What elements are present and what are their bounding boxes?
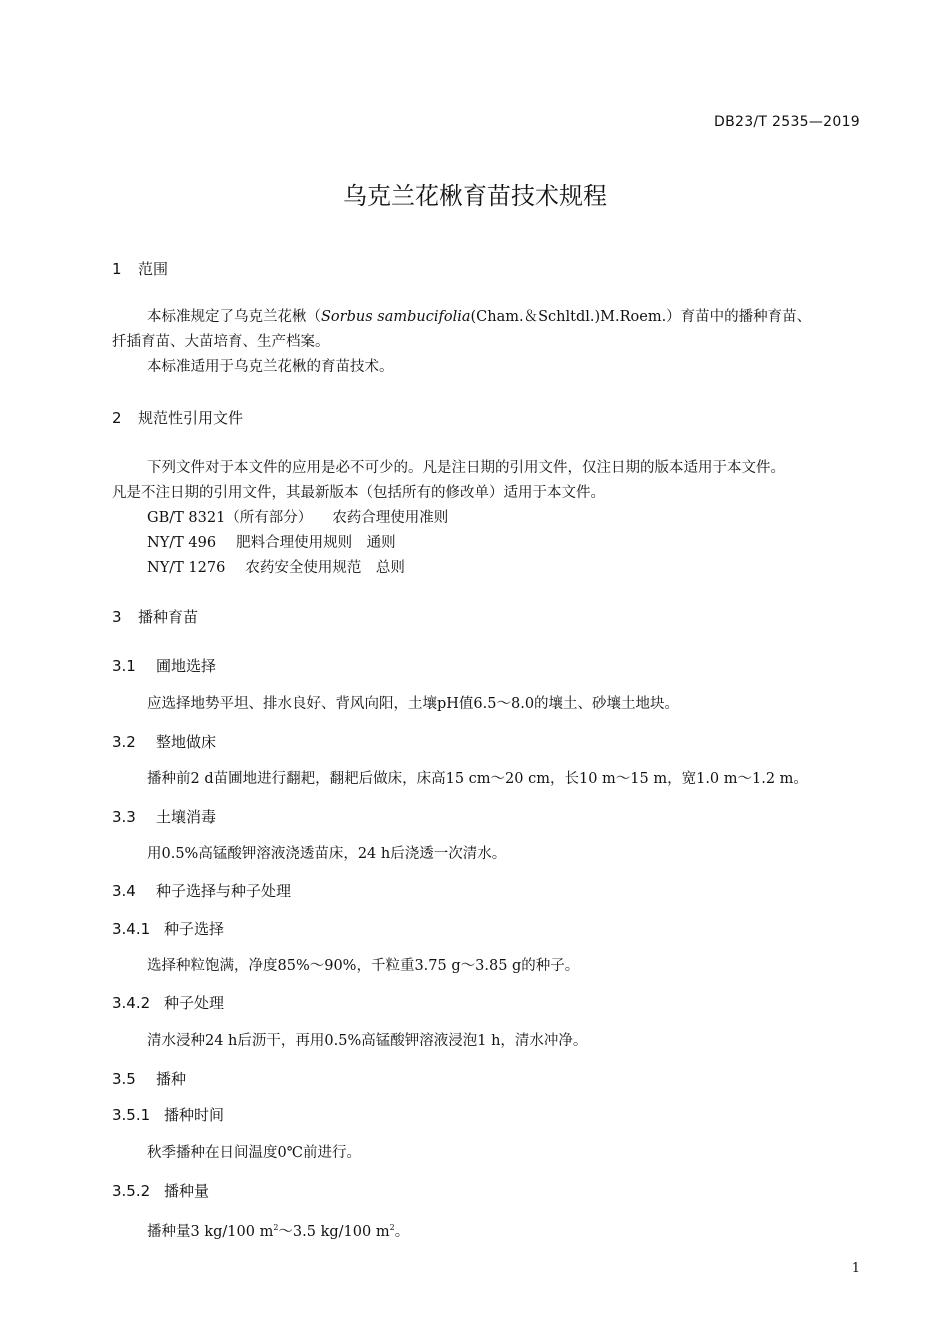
reference-item [147, 556, 405, 580]
subsection-number: 3.1 [112, 657, 136, 675]
subsection-3-4-1-text: 选择种粒饱满，净度85%～90%，千粒重3.75 g～3.85 g的种子。 [147, 958, 580, 974]
subsection-3-3-heading [112, 806, 216, 827]
subsection-title: 播种时间 [164, 1106, 225, 1124]
reference-item [147, 531, 396, 555]
subsection-3-5-1-text: 秋季播种在日间温度0℃前进行。 [147, 1145, 361, 1161]
section-number: 2 [112, 409, 122, 427]
subsection-3-4-heading [112, 880, 291, 901]
reference-name: 肥料合理使用规则 通则 [236, 535, 396, 551]
subsection-number: 3.3 [112, 808, 136, 826]
s1-paragraph-1-line-2: 扦插育苗、大苗培育、生产档案。 [112, 334, 330, 350]
subsection-title: 种子处理 [164, 994, 225, 1012]
document-title: 乌克兰花楸育苗技术规程 [343, 182, 607, 210]
subsection-3-5-2-text [147, 1216, 409, 1244]
section-1-heading [112, 258, 168, 279]
scientific-name: Sorbus sambucifolia [321, 309, 471, 325]
s2-paragraph-1-line-1: 下列文件对于本文件的应用是必不可少的。凡是注日期的引用文件，仅注日期的版本适用于本文件。 [147, 460, 785, 476]
s2-paragraph-1-line-2: 凡是不注日期的引用文件，其最新版本（包括所有的修改单）适用于本文件。 [112, 485, 605, 501]
subsection-title: 播种量 [164, 1182, 210, 1200]
s1-paragraph-1-line-1 [147, 305, 811, 329]
subsection-title: 整地做床 [156, 733, 217, 751]
subsection-3-5-heading [112, 1068, 186, 1089]
subsection-number: 3.5 [112, 1070, 136, 1088]
subsection-number: 3.4 [112, 882, 136, 900]
text-run: 。 [394, 1224, 410, 1240]
subsection-3-2-text: 播种前2 d苗圃地进行翻耙，翻耙后做床，床高15 cm～20 cm，长10 m～15 m，宽1.0 m～1.2 m。 [147, 771, 808, 787]
subsection-3-1-text: 应选择地势平坦、排水良好、背风向阳，土壤pH值6.5～8.0的壤土、砂壤土地块。 [147, 696, 680, 712]
subsection-title: 种子选择与种子处理 [156, 882, 292, 900]
subsection-3-4-2-text: 清水浸种24 h后沥干，再用0.5%高锰酸钾溶液浸泡1 h，清水冲净。 [147, 1033, 588, 1049]
reference-name: 农药合理使用准则 [332, 510, 449, 526]
reference-code: NY/T 496 [147, 535, 217, 551]
section-title: 范围 [138, 260, 169, 278]
subsection-3-2-heading [112, 731, 216, 752]
section-number: 1 [112, 260, 122, 278]
subsection-number: 3.4.1 [112, 920, 151, 938]
superscript: 2 [389, 1223, 395, 1232]
subsection-number: 3.4.2 [112, 994, 151, 1012]
section-title: 规范性引用文件 [138, 409, 244, 427]
section-3-heading [112, 606, 198, 627]
s1-paragraph-2: 本标准适用于乌克兰花楸的育苗技术。 [147, 359, 394, 375]
reference-code: GB/T 8321（所有部分） [147, 510, 313, 526]
text-run: 本标准规定了乌克兰花楸（ [147, 309, 321, 325]
reference-code: NY/T 1276 [147, 560, 226, 576]
subsection-number: 3.5.2 [112, 1182, 151, 1200]
subsection-3-5-2-heading [112, 1180, 209, 1201]
page-number: 1 [851, 1261, 860, 1276]
section-title: 播种育苗 [138, 608, 199, 626]
subsection-title: 圃地选择 [156, 657, 217, 675]
subsection-number: 3.2 [112, 733, 136, 751]
section-number: 3 [112, 608, 122, 626]
subsection-3-4-2-heading [112, 992, 224, 1013]
subsection-title: 播种 [156, 1070, 187, 1088]
section-2-heading [112, 407, 243, 428]
subsection-title: 土壤消毒 [156, 808, 217, 826]
subsection-3-3-text: 用0.5%高锰酸钾溶液浇透苗床，24 h后浇透一次清水。 [147, 846, 507, 862]
text-run: ～3.5 kg/100 m [278, 1224, 390, 1240]
document-code: DB23/T 2535—2019 [714, 114, 860, 130]
text-run: (Cham.＆Schltdl.)M.Roem.）育苗中的播种育苗、 [470, 309, 812, 325]
subsection-3-5-1-heading [112, 1104, 224, 1125]
subsection-3-1-heading [112, 655, 216, 676]
reference-item [147, 506, 448, 530]
superscript: 2 [273, 1223, 279, 1232]
reference-name: 农药安全使用规范 总则 [245, 560, 405, 576]
subsection-3-4-1-heading [112, 918, 224, 939]
text-run: 播种量3 kg/100 m [147, 1224, 274, 1240]
subsection-number: 3.5.1 [112, 1106, 151, 1124]
subsection-title: 种子选择 [164, 920, 225, 938]
